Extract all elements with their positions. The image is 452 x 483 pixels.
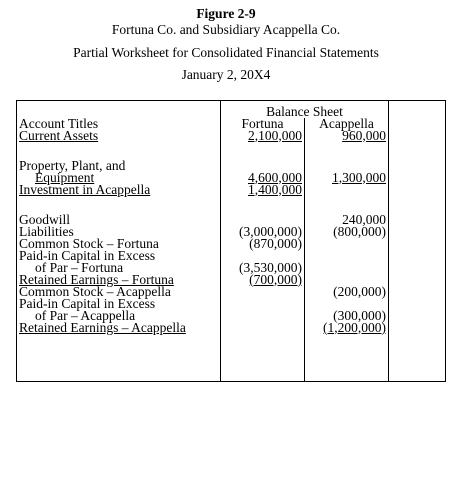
table-row [17,184,446,196]
fortuna-value [221,286,305,298]
acappella-value: 240,000 [305,214,389,226]
table-row [17,130,446,142]
worksheet-table [16,100,446,382]
account-title: Paid-in Capital in Excess [17,250,221,262]
fortuna-value: 2,100,000 [221,130,305,142]
company-names: Fortuna Co. and Subsidiary Acappella Co. [111,22,341,37]
account-title: Investment in Acappella [17,184,221,196]
fortuna-header: Fortuna [221,118,305,130]
account-titles-header: Account Titles [17,118,221,130]
fortuna-value [221,322,305,334]
fortuna-value [221,310,305,322]
blank-cell [389,101,446,118]
acappella-value: (800,000) [305,226,389,238]
account-title: Common Stock – Fortuna [17,238,221,250]
acappella-value [305,262,389,274]
account-title: Retained Earnings – Fortuna [17,274,221,286]
acappella-value: (200,000) [305,286,389,298]
acappella-value [305,238,389,250]
table-row [17,322,446,334]
figure-label: Figure 2-9 [196,6,256,21]
worksheet-title: Partial Worksheet for Consolidated Financial Statements [73,45,379,60]
account-title: Retained Earnings – Acappella [17,322,221,334]
fortuna-value: 1,400,000 [221,184,305,196]
account-title: Equipment [17,172,221,184]
account-title: of Par – Fortuna [17,262,221,274]
worksheet-date: January 2, 20X4 [181,67,271,82]
blank-cell [389,130,446,142]
fortuna-value: (870,000) [221,238,305,250]
acappella-value: (1,200,000) [305,322,389,334]
fortuna-value: (3,530,000) [221,262,305,274]
fortuna-value: 4,600,000 [221,172,305,184]
acappella-value: 1,300,000 [305,172,389,184]
account-title: of Par – Acappella [17,310,221,322]
account-title: Property, Plant, and [17,160,221,172]
blank-cell [17,101,221,118]
acappella-value [305,184,389,196]
account-title: Paid-in Capital in Excess [17,298,221,310]
account-title: Current Assets [17,130,221,142]
account-title: Common Stock – Acappella [17,286,221,298]
acappella-value: (300,000) [305,310,389,322]
blank-cell [389,118,446,130]
balance-sheet-header: Balance Sheet [221,101,389,118]
fortuna-value: (3,000,000) [221,226,305,238]
account-title: Liabilities [17,226,221,238]
fortuna-value: (700,000) [221,274,305,286]
acappella-value: 960,000 [305,130,389,142]
account-title: Goodwill [17,214,221,226]
acappella-header: Acappella [305,118,389,130]
